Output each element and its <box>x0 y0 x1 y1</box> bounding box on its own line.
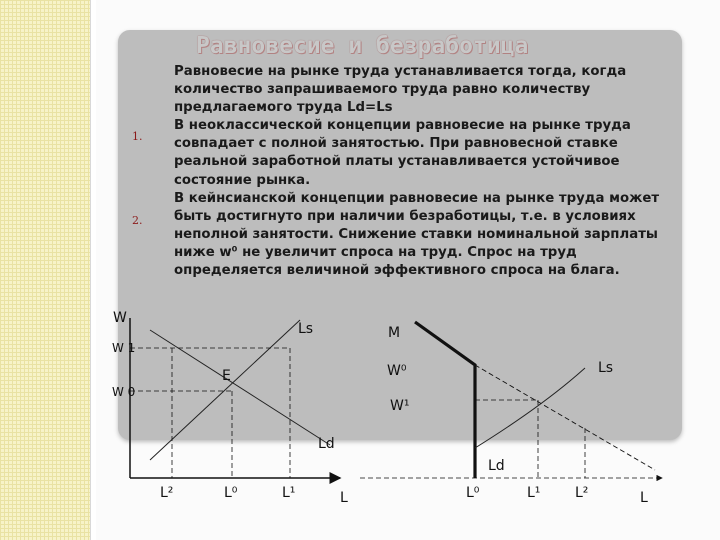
right-graph <box>360 322 662 506</box>
right-x-tick-l1: L¹ <box>527 485 541 501</box>
left-x-tick-l0: L⁰ <box>224 485 238 501</box>
list-number-2: 2. <box>132 214 143 227</box>
right-ld-curve <box>415 322 475 478</box>
left-x-tick-l1: L¹ <box>282 485 296 501</box>
equilibrium-point-label: E <box>222 368 231 384</box>
right-x-tick-l2: L² <box>575 485 589 501</box>
right-x-axis-label: L <box>640 490 648 506</box>
right-ls-label: Ls <box>598 360 614 376</box>
paragraph-intro: Равновесие на рынке труда устанавливается тогда, когда количество запрашиваемого труда равно количеству предлагаемого труда Ld=Ls <box>174 64 627 116</box>
right-w0-label: W⁰ <box>387 363 407 379</box>
left-ls-curve <box>150 320 300 460</box>
list-number-1: 1. <box>132 130 143 143</box>
left-ld-label: Ld <box>318 436 335 452</box>
left-x-tick-l2: L² <box>160 485 174 501</box>
left-graph <box>112 310 348 506</box>
left-w1-label: W 1 <box>112 341 136 355</box>
right-m-label: M <box>388 325 401 341</box>
left-w-label: W <box>113 310 127 326</box>
right-ls-curve <box>475 368 585 448</box>
paragraph-keynesian: В кейнсианской концепции равновесие на рынке труда может быть достигнуто при наличии безработицы, т.е. в условиях неполной занятости. Снижение ставки номинальной зарплаты ниже w⁰ не увеличит спроса на труд. Спрос на труд определяется величиной эффективного спроса на блага. <box>174 190 660 279</box>
right-w1-label: W¹ <box>390 398 410 414</box>
left-w0-label: W 0 <box>112 385 136 399</box>
right-x-tick-l0: L⁰ <box>466 485 480 501</box>
right-ld-tail <box>475 365 655 470</box>
left-ls-label: Ls <box>298 321 314 337</box>
slide-title: Равновесие и безработица <box>196 33 529 59</box>
right-ld-label: Ld <box>488 458 505 474</box>
left-ld-curve <box>150 330 330 445</box>
paragraph-neoclassical: В неоклассической концепции равновесие на рынке труда совпадает с полной занятостью. При равновесной ставке реальной заработной платы устанавливается устойчивое состояние рынка. <box>174 118 631 188</box>
left-x-axis-label: L <box>340 490 348 506</box>
